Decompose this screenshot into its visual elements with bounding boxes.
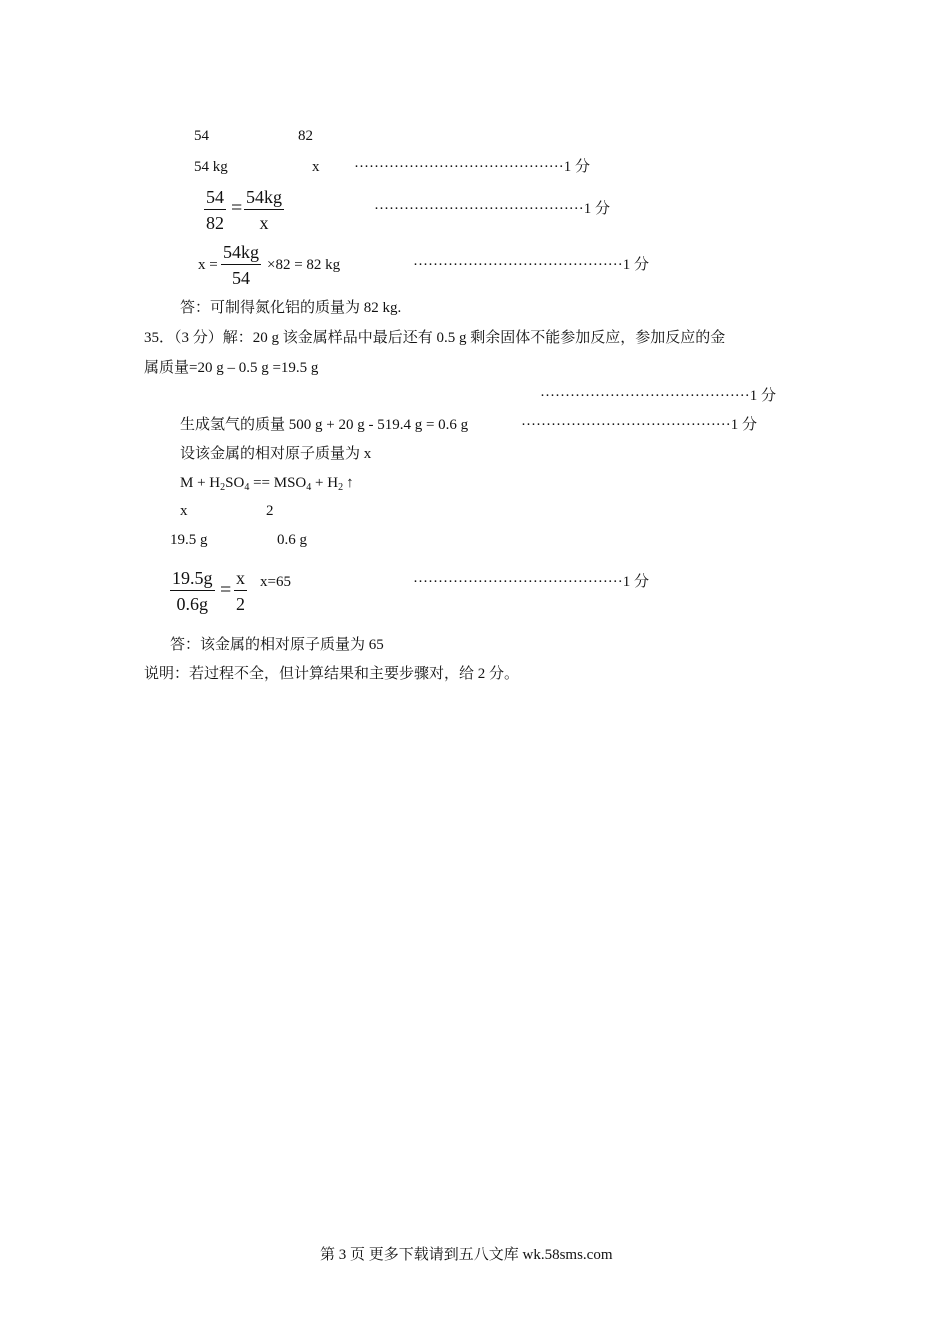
answer-1: 答：可制得氮化铝的质量为 82 kg.	[180, 300, 402, 316]
fraction-numerator: 54kg	[246, 187, 282, 207]
ratio-al: 54	[194, 128, 209, 144]
equation-part: + H	[311, 475, 339, 491]
fraction-19.5g-0.6g	[170, 569, 215, 613]
fraction-denominator: 54	[232, 268, 250, 288]
score-line: ··········································1 分	[521, 417, 758, 433]
subscript: 4	[244, 482, 250, 493]
ratio-aln: 82	[298, 128, 313, 144]
score-line: ··········································1 分	[374, 201, 611, 217]
ratio-x: x	[180, 503, 188, 519]
fraction-numerator: 54kg	[223, 242, 259, 262]
fraction-denominator: x	[259, 213, 269, 233]
chemical-equation	[180, 476, 354, 493]
fraction-numerator: 19.5g	[172, 568, 213, 588]
equals-sign: =	[231, 197, 243, 219]
answer-35: 答：该金属的相对原子质量为 65	[170, 637, 384, 653]
known-mass: 54 kg	[194, 159, 228, 175]
solve-prefix: x =	[198, 257, 218, 273]
score-line: ··········································1 分	[540, 388, 777, 404]
result-x: x=65	[260, 574, 291, 590]
ratio-2: 2	[266, 503, 274, 519]
fraction-denominator: 0.6g	[176, 594, 208, 614]
hydrogen-mass: 生成氢气的质量 500 g + 20 g - 519.4 g = 0.6 g	[180, 417, 469, 433]
score-line: ··········································1 分	[413, 257, 650, 273]
equals-sign: =	[220, 579, 232, 601]
score-line: ··········································1 分	[413, 574, 650, 590]
fraction-denominator: 2	[236, 594, 245, 614]
question-35-line2: 属质量=20 g – 0.5 g =19.5 g	[144, 360, 319, 376]
gas-arrow-icon: ↑	[346, 475, 354, 491]
unknown-x: x	[312, 159, 320, 175]
subscript: 4	[306, 482, 312, 493]
fraction-numerator: 54	[206, 187, 224, 207]
subscript: 2	[338, 482, 344, 493]
equation-part: M + H	[180, 475, 221, 491]
h2-mass: 0.6 g	[277, 532, 307, 548]
fraction-54kg-54	[221, 243, 261, 287]
fraction-denominator: 82	[206, 213, 224, 233]
fraction-54kg-x	[244, 188, 284, 232]
subscript: 2	[220, 482, 226, 493]
assumption: 设该金属的相对原子质量为 x	[180, 446, 372, 462]
score-line: ··········································1 分	[354, 159, 591, 175]
fraction-54-82	[204, 188, 226, 232]
metal-mass: 19.5 g	[170, 532, 208, 548]
equation-part: == MSO	[249, 475, 307, 491]
fraction-numerator: x	[236, 568, 245, 588]
grading-note: 说明：若过程不全，但计算结果和主要步骤对，给 2 分。	[144, 666, 520, 682]
page-footer: 第 3 页 更多下载请到五八文库 wk.58sms.com	[320, 1247, 613, 1263]
solve-result: ×82 = 82 kg	[267, 257, 341, 273]
equation-part: SO	[225, 475, 245, 491]
question-35-line1: 35．（3 分）解：20 g 该金属样品中最后还有 0.5 g 剩余固体不能参加反应，参加反应的金	[144, 330, 726, 346]
fraction-x-2	[234, 569, 247, 613]
